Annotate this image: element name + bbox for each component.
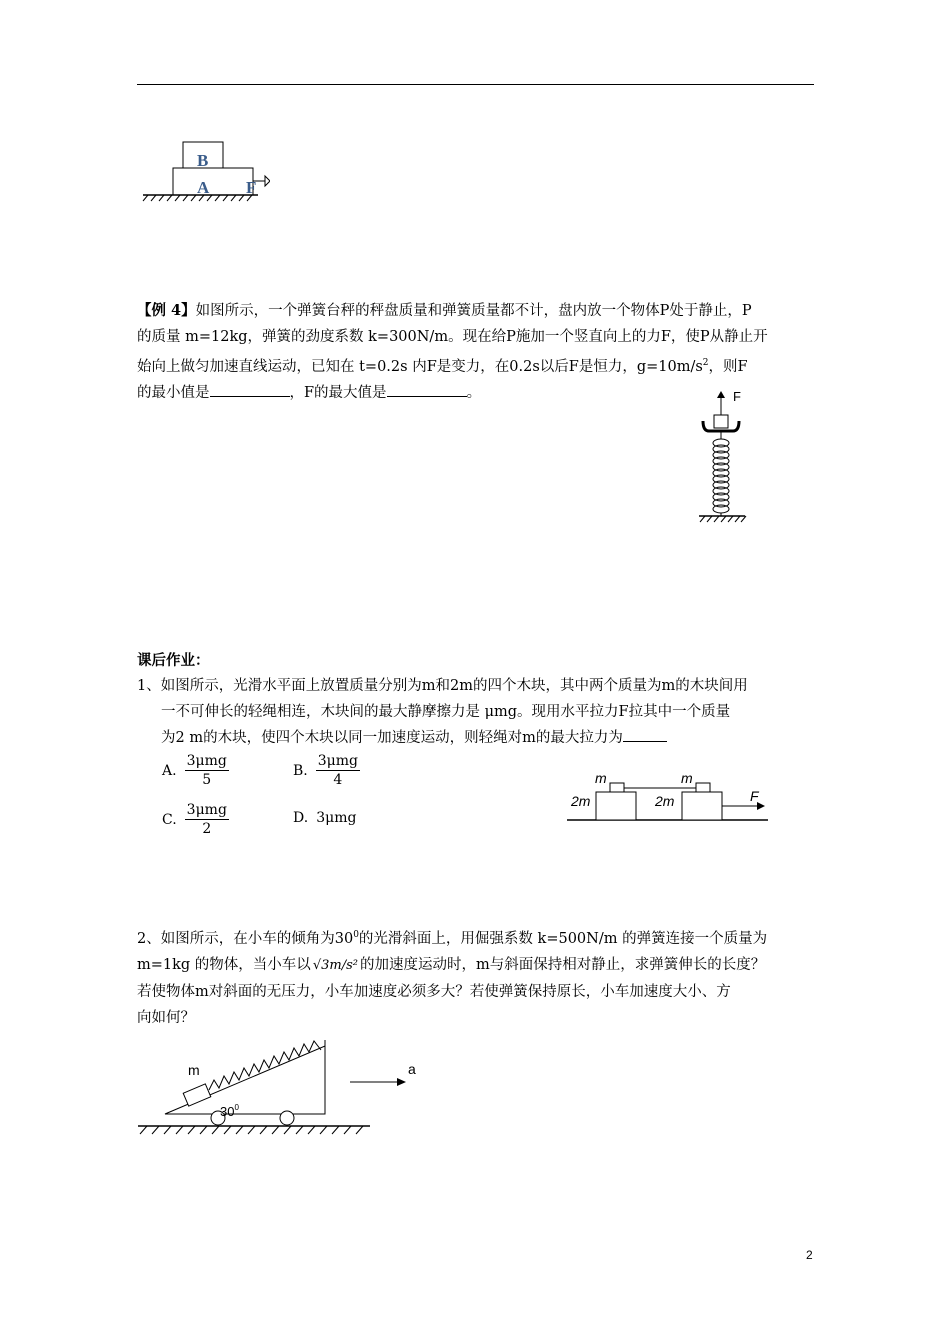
example4-line4a: 的最小值是 (137, 384, 210, 401)
q2-accel-value: √3m/s² (312, 957, 358, 973)
option-d-letter: D. (293, 810, 309, 826)
option-a-letter: A. (162, 762, 177, 779)
force-label-f: F (750, 788, 759, 804)
block-label-2m-2: 2m (655, 793, 675, 809)
q2-line2a: m=1kg 的物体，当小车以 (137, 956, 311, 973)
q1-line3: 为2 m的木块，使四个木块以同一加速度运动，则轻绳对m的最大拉力为 (161, 730, 623, 746)
q1-answer-blank[interactable] (623, 727, 667, 742)
answer-blank-min[interactable] (210, 382, 290, 397)
option-a[interactable] (162, 752, 229, 789)
example4-line4c: 。 (466, 384, 482, 401)
example4-line3-end: ，则F (708, 358, 748, 375)
label-b: B (197, 151, 209, 170)
q1-line2: 一不可伸长的轻绳相连，木块间的最大静摩擦力是 μmg。现用水平拉力F拉其中一个质量 (161, 704, 731, 720)
q2-line4: 向如何？ (137, 1009, 195, 1026)
figure-blocks-ab (140, 135, 270, 205)
option-a-num: 3μmg (186, 753, 227, 769)
option-c-fraction (185, 801, 229, 838)
option-c-num: 3μmg (186, 802, 227, 818)
example4-line4b: ，F的最大值是 (289, 384, 387, 401)
accel-label-a: a (408, 1061, 416, 1077)
label-f: F (246, 178, 257, 197)
incline-angle-label: $30^0$ (220, 1103, 239, 1119)
figure-four-blocks (565, 770, 775, 825)
q2-line1a: 2、如图所示，在小车的倾角为30 (137, 930, 354, 947)
q2-line2b: 的加速度运动时，m与斜面保持相对静止，求弹簧伸长的长度？ (359, 956, 766, 973)
example4-line1: 如图所示，一个弹簧台秤的秤盘质量和弹簧质量都不计，盘内放一个物体P处于静止，P (195, 303, 752, 319)
q2-line1-sup: 0 (353, 930, 359, 940)
homework-q1-text (137, 673, 817, 751)
spring-label-f: F (733, 389, 741, 404)
option-c-letter: C. (162, 811, 177, 828)
option-b[interactable] (293, 752, 360, 789)
example4-line3: 始向上做匀加速直线运动，已知在 t=0.2s 内F是变力，在0.2s以后F是恒力，g=10m/s (137, 358, 703, 375)
option-c-den: 2 (202, 821, 212, 837)
example4-tag: 【例 4】 (137, 302, 196, 319)
page-number: 2 (806, 1248, 813, 1262)
label-a: A (197, 178, 210, 197)
option-a-den: 5 (202, 772, 212, 788)
example4-line2: 的质量 m=12kg，弹簧的劲度系数 k=300N/m。现在给P施加一个竖直向上的力F，使P从静止开 (137, 329, 768, 345)
example4-line3-sup: 2 (702, 358, 709, 368)
block-label-m2: m (681, 770, 693, 786)
option-a-fraction (185, 752, 229, 789)
incline-mass-label: m (188, 1062, 200, 1078)
option-b-fraction (316, 752, 360, 789)
option-d-text: 3μmg (316, 810, 357, 826)
q1-line1: 1、如图所示，光滑水平面上放置质量分别为m和2m的四个木块，其中两个质量为m的木块间用 (137, 678, 748, 694)
option-b-den: 4 (333, 772, 343, 788)
homework-q2-text (137, 922, 817, 1031)
block-label-2m-1: 2m (571, 793, 591, 809)
figure-incline-cart (135, 1040, 425, 1140)
option-b-num: 3μmg (317, 753, 358, 769)
homework-title: 课后作业： (137, 652, 210, 669)
option-b-letter: B. (293, 762, 308, 779)
option-c[interactable] (162, 801, 229, 838)
option-d[interactable] (293, 810, 356, 826)
figure-spring-scale (695, 385, 765, 527)
block-label-m1: m (595, 770, 607, 786)
q2-line1b: 的光滑斜面上，用倔强系数 k=500N/m 的弹簧连接一个质量为 (358, 930, 768, 947)
q2-line3: 若使物体m对斜面的无压力，小车加速度必须多大？若使弹簧保持原长，小车加速度大小、方 (137, 983, 731, 1000)
header-rule (137, 84, 814, 85)
answer-blank-max[interactable] (387, 382, 467, 397)
